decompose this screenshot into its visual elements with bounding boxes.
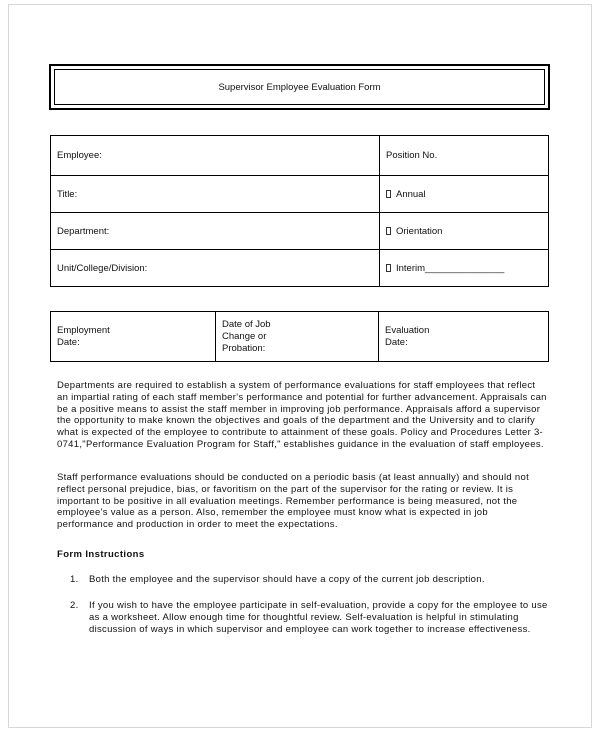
form-title-box <box>49 64 550 110</box>
title-field[interactable]: Title: <box>51 176 380 213</box>
interim-option[interactable] <box>380 250 549 287</box>
employment-label: Employment <box>57 324 110 336</box>
table-row <box>51 176 549 213</box>
form-title: Supervisor Employee Evaluation Form <box>54 69 545 105</box>
intro-paragraph: Departments are required to establish a system of performance evaluations for staff employees that reflect an impartial rating of each staff member's performance and potential for further advancement. Appraisals can be a positive means to assist the staff member in improving job performance. Appraisals afford a supervisor the opportunity to make known the objectives and goals of the department and the University and to clarify what is expected of the employee to contribute to attainment of these goals. Policy and Procedures Letter 3-0741,"Performance Evaluation Program for Staff," establishes guidance in the evaluation of staff employees. <box>57 380 547 450</box>
job-change-date-field[interactable] <box>216 312 379 362</box>
table-row <box>51 136 549 176</box>
interim-label: Interim_______________ <box>396 262 505 274</box>
employment-date-label: Date: <box>57 336 80 348</box>
list-number: 1. <box>70 574 79 585</box>
annual-label: Annual <box>396 188 426 200</box>
annual-option[interactable] <box>380 176 549 213</box>
checkbox-icon[interactable] <box>386 264 391 272</box>
job-change-label-2: Change or <box>222 330 267 342</box>
list-text: If you wish to have the employee participate in self-evaluation, provide a copy for the employee to use as a worksheet. Allow enough time for thoughtful review. Self-evaluation is helpful in stimulating discussion of ways in which supervisor and employee can work together to increase effectiveness. <box>89 600 548 635</box>
job-change-label-1: Date of Job <box>222 318 271 330</box>
evaluation-label: Evaluation <box>385 324 430 336</box>
job-change-label-3: Probation: <box>222 342 266 354</box>
checkbox-icon[interactable] <box>386 227 391 235</box>
list-number: 2. <box>70 600 79 611</box>
table-row <box>51 250 549 287</box>
orientation-label: Orientation <box>396 225 443 237</box>
list-item <box>70 600 550 635</box>
evaluation-date-label: Date: <box>385 336 408 348</box>
employment-date-field[interactable] <box>51 312 216 362</box>
checkbox-icon[interactable] <box>386 190 391 198</box>
list-item <box>70 574 550 586</box>
table-row <box>51 312 549 362</box>
dates-table <box>50 311 549 362</box>
instructions-heading: Form Instructions <box>57 549 145 560</box>
position-no-field[interactable]: Position No. <box>380 136 549 176</box>
employee-info-table <box>50 135 549 287</box>
list-text: Both the employee and the supervisor should have a copy of the current job description. <box>89 574 485 585</box>
policy-paragraph: Staff performance evaluations should be conducted on a periodic basis (at least annually) and should not reflect personal prejudice, bias, or favoritism on the part of the supervisor for the rating or review. It is important to be positive in all evaluation meetings. Remember performance is being measured, not the employee's value as a person. Also, remember the employee must know what is expected in job performance and production in order to meet the expectations. <box>57 472 530 531</box>
orientation-option[interactable] <box>380 213 549 250</box>
table-row <box>51 213 549 250</box>
unit-college-division-field[interactable]: Unit/College/Division: <box>51 250 380 287</box>
evaluation-date-field[interactable] <box>379 312 549 362</box>
department-field[interactable]: Department: <box>51 213 380 250</box>
employee-field[interactable]: Employee: <box>51 136 380 176</box>
